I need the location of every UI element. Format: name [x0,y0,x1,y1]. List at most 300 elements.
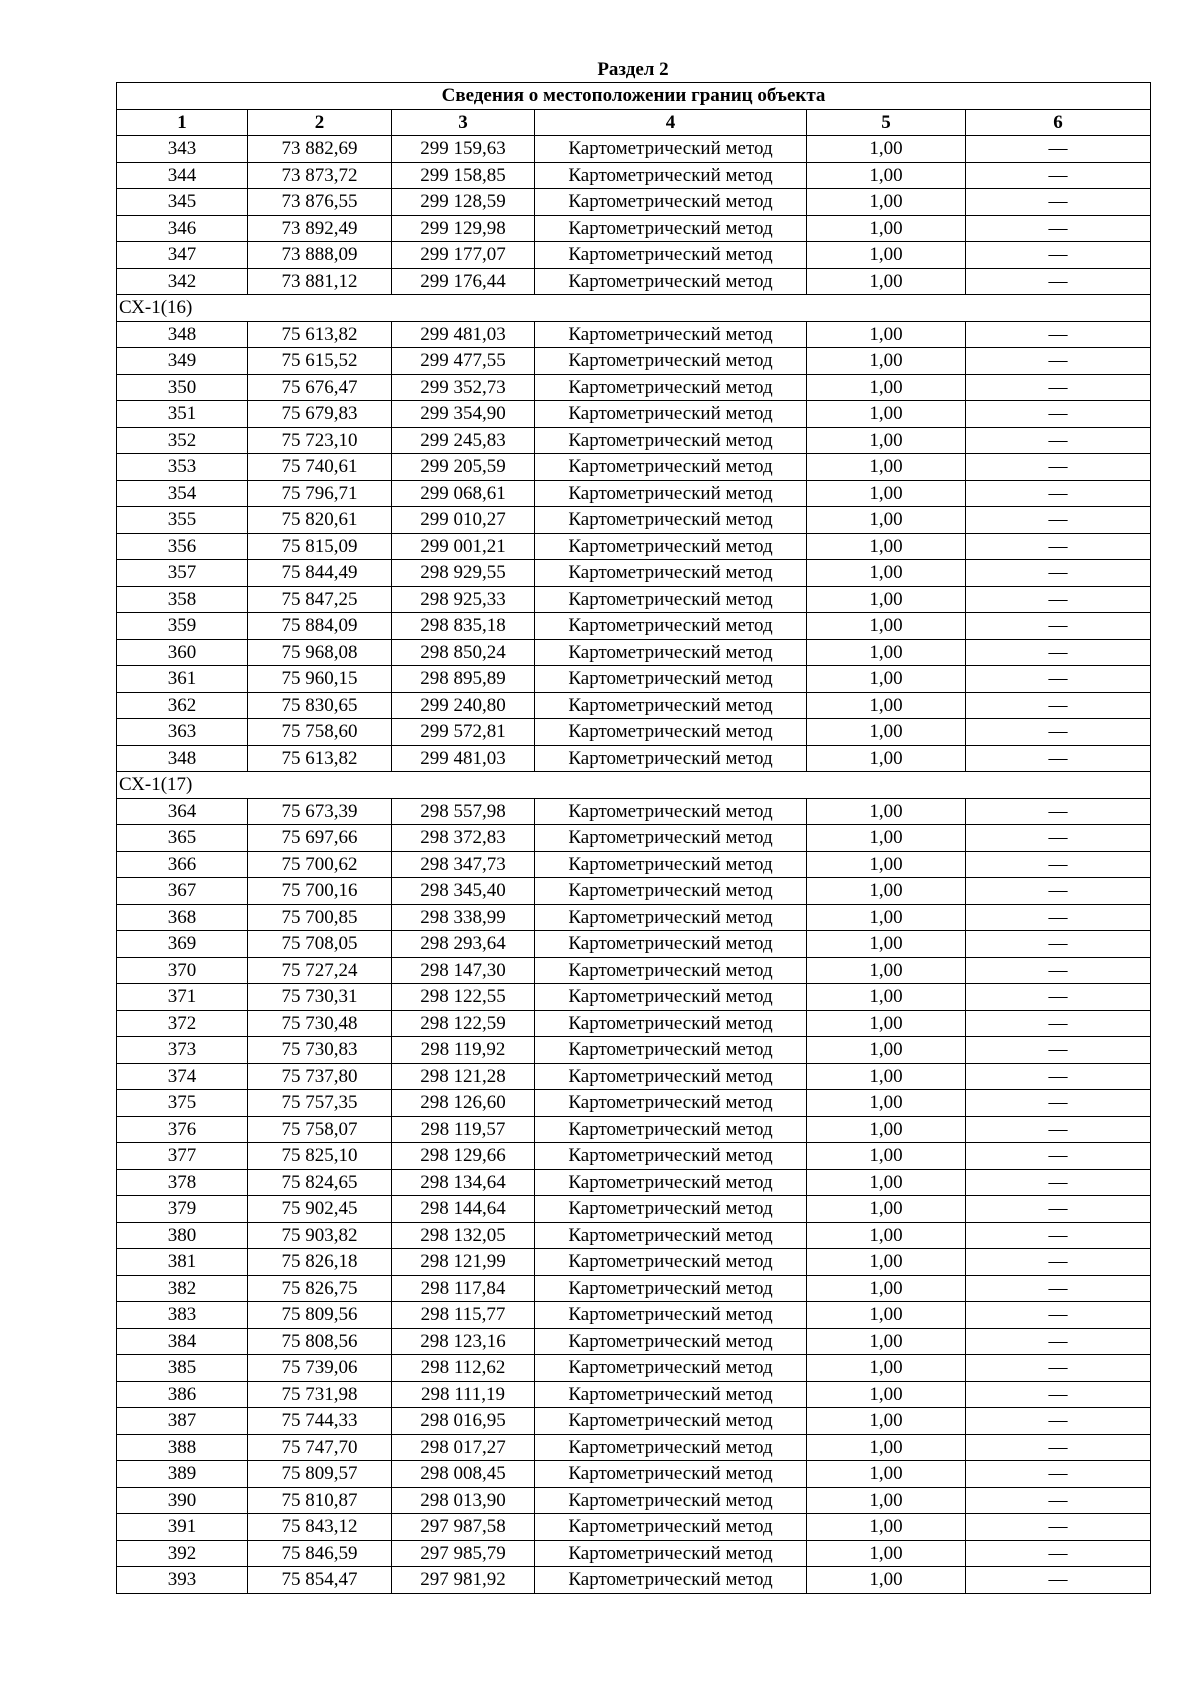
accuracy-cell: 1,00 [807,613,966,640]
point-number-cell: 386 [117,1381,248,1408]
table-row [117,1090,1151,1117]
method-cell: Картометрический метод [535,1328,807,1355]
x-coordinate-cell: 75 825,10 [248,1143,392,1170]
y-coordinate-cell: 298 929,55 [392,560,535,587]
accuracy-cell: 1,00 [807,957,966,984]
description-cell: — [966,480,1151,507]
method-cell: Картометрический метод [535,1487,807,1514]
point-number-cell: 367 [117,878,248,905]
point-number-cell: 376 [117,1116,248,1143]
description-cell: — [966,136,1151,163]
table-row [117,374,1151,401]
x-coordinate-cell: 75 808,56 [248,1328,392,1355]
description-cell: — [966,1010,1151,1037]
y-coordinate-cell: 299 159,63 [392,136,535,163]
accuracy-cell: 1,00 [807,1010,966,1037]
x-coordinate-cell: 75 731,98 [248,1381,392,1408]
accuracy-cell: 1,00 [807,1090,966,1117]
x-coordinate-cell: 75 730,31 [248,984,392,1011]
y-coordinate-cell: 298 850,24 [392,639,535,666]
point-number-cell: 383 [117,1302,248,1329]
point-number-cell: 342 [117,268,248,295]
accuracy-cell: 1,00 [807,427,966,454]
point-number-cell: 347 [117,242,248,269]
contour-group-row [117,295,1151,322]
description-cell: — [966,401,1151,428]
y-coordinate-cell: 298 119,92 [392,1037,535,1064]
x-coordinate-cell: 75 830,65 [248,692,392,719]
accuracy-cell: 1,00 [807,1567,966,1594]
description-cell: — [966,533,1151,560]
y-coordinate-cell: 298 115,77 [392,1302,535,1329]
method-cell: Картометрический метод [535,931,807,958]
description-cell: — [966,1249,1151,1276]
accuracy-cell: 1,00 [807,136,966,163]
y-coordinate-cell: 298 111,19 [392,1381,535,1408]
table-row [117,1381,1151,1408]
point-number-cell: 375 [117,1090,248,1117]
description-cell: — [966,719,1151,746]
description-cell: — [966,454,1151,481]
point-number-cell: 346 [117,215,248,242]
method-cell: Картометрический метод [535,745,807,772]
accuracy-cell: 1,00 [807,533,966,560]
description-cell: — [966,189,1151,216]
y-coordinate-cell: 298 147,30 [392,957,535,984]
y-coordinate-cell: 298 017,27 [392,1434,535,1461]
y-coordinate-cell: 298 293,64 [392,931,535,958]
x-coordinate-cell: 75 737,80 [248,1063,392,1090]
table-row [117,189,1151,216]
method-cell: Картометрический метод [535,427,807,454]
point-number-cell: 348 [117,321,248,348]
table-row [117,480,1151,507]
table-row [117,427,1151,454]
table-row [117,957,1151,984]
description-cell: — [966,825,1151,852]
method-cell: Картометрический метод [535,401,807,428]
point-number-cell: 354 [117,480,248,507]
y-coordinate-cell: 297 985,79 [392,1540,535,1567]
y-coordinate-cell: 298 119,57 [392,1116,535,1143]
x-coordinate-cell: 75 727,24 [248,957,392,984]
x-coordinate-cell: 75 809,57 [248,1461,392,1488]
y-coordinate-cell: 298 129,66 [392,1143,535,1170]
table-row [117,136,1151,163]
accuracy-cell: 1,00 [807,1434,966,1461]
description-cell: — [966,692,1151,719]
accuracy-cell: 1,00 [807,1196,966,1223]
point-number-cell: 388 [117,1434,248,1461]
x-coordinate-cell: 75 730,83 [248,1037,392,1064]
method-cell: Картометрический метод [535,639,807,666]
x-coordinate-cell: 75 826,75 [248,1275,392,1302]
method-cell: Картометрический метод [535,1063,807,1090]
accuracy-cell: 1,00 [807,666,966,693]
y-coordinate-cell: 299 477,55 [392,348,535,375]
x-coordinate-cell: 75 815,09 [248,533,392,560]
table-caption: Сведения о местоположении границ объекта [117,83,1151,110]
method-cell: Картометрический метод [535,798,807,825]
point-number-cell: 373 [117,1037,248,1064]
y-coordinate-cell: 297 987,58 [392,1514,535,1541]
column-number: 4 [535,109,807,136]
description-cell: — [966,507,1151,534]
table-row [117,798,1151,825]
x-coordinate-cell: 75 757,35 [248,1090,392,1117]
method-cell: Картометрический метод [535,560,807,587]
accuracy-cell: 1,00 [807,1302,966,1329]
table-row [117,639,1151,666]
description-cell: — [966,1143,1151,1170]
x-coordinate-cell: 73 876,55 [248,189,392,216]
x-coordinate-cell: 75 758,07 [248,1116,392,1143]
point-number-cell: 364 [117,798,248,825]
table-row [117,613,1151,640]
description-cell: — [966,851,1151,878]
accuracy-cell: 1,00 [807,189,966,216]
y-coordinate-cell: 298 121,99 [392,1249,535,1276]
table-row [117,825,1151,852]
x-coordinate-cell: 75 700,16 [248,878,392,905]
point-number-cell: 390 [117,1487,248,1514]
point-number-cell: 384 [117,1328,248,1355]
description-cell: — [966,586,1151,613]
accuracy-cell: 1,00 [807,719,966,746]
accuracy-cell: 1,00 [807,1408,966,1435]
y-coordinate-cell: 299 481,03 [392,321,535,348]
method-cell: Картометрический метод [535,1196,807,1223]
x-coordinate-cell: 75 854,47 [248,1567,392,1594]
column-number: 2 [248,109,392,136]
y-coordinate-cell: 298 372,83 [392,825,535,852]
description-cell: — [966,321,1151,348]
x-coordinate-cell: 73 881,12 [248,268,392,295]
point-number-cell: 378 [117,1169,248,1196]
table-row [117,878,1151,905]
y-coordinate-cell: 299 354,90 [392,401,535,428]
y-coordinate-cell: 299 572,81 [392,719,535,746]
point-number-cell: 350 [117,374,248,401]
y-coordinate-cell: 299 240,80 [392,692,535,719]
x-coordinate-cell: 75 846,59 [248,1540,392,1567]
point-number-cell: 379 [117,1196,248,1223]
description-cell: — [966,931,1151,958]
description-cell: — [966,1037,1151,1064]
method-cell: Картометрический метод [535,1275,807,1302]
table-row [117,1514,1151,1541]
description-cell: — [966,1514,1151,1541]
table-row [117,1249,1151,1276]
accuracy-cell: 1,00 [807,1328,966,1355]
accuracy-cell: 1,00 [807,745,966,772]
method-cell: Картометрический метод [535,719,807,746]
method-cell: Картометрический метод [535,1116,807,1143]
y-coordinate-cell: 298 338,99 [392,904,535,931]
description-cell: — [966,268,1151,295]
point-number-cell: 360 [117,639,248,666]
accuracy-cell: 1,00 [807,268,966,295]
accuracy-cell: 1,00 [807,851,966,878]
description-cell: — [966,1328,1151,1355]
accuracy-cell: 1,00 [807,692,966,719]
point-number-cell: 365 [117,825,248,852]
method-cell: Картометрический метод [535,1381,807,1408]
method-cell: Картометрический метод [535,215,807,242]
x-coordinate-cell: 75 730,48 [248,1010,392,1037]
table-body [117,83,1151,1594]
description-cell: — [966,1275,1151,1302]
x-coordinate-cell: 75 758,60 [248,719,392,746]
description-cell: — [966,1063,1151,1090]
point-number-cell: 371 [117,984,248,1011]
description-cell: — [966,1169,1151,1196]
point-number-cell: 387 [117,1408,248,1435]
method-cell: Картометрический метод [535,1222,807,1249]
accuracy-cell: 1,00 [807,904,966,931]
table-row [117,851,1151,878]
method-cell: Картометрический метод [535,1249,807,1276]
method-cell: Картометрический метод [535,1514,807,1541]
method-cell: Картометрический метод [535,1037,807,1064]
y-coordinate-cell: 299 245,83 [392,427,535,454]
accuracy-cell: 1,00 [807,984,966,1011]
contour-group-label: СХ-1(17) [117,772,1151,799]
accuracy-cell: 1,00 [807,321,966,348]
y-coordinate-cell: 298 117,84 [392,1275,535,1302]
table-row [117,1010,1151,1037]
table-row [117,1275,1151,1302]
description-cell: — [966,1567,1151,1594]
method-cell: Картометрический метод [535,189,807,216]
column-number: 3 [392,109,535,136]
point-number-cell: 366 [117,851,248,878]
table-row [117,1169,1151,1196]
point-number-cell: 349 [117,348,248,375]
point-number-cell: 389 [117,1461,248,1488]
y-coordinate-cell: 298 122,55 [392,984,535,1011]
description-cell: — [966,1461,1151,1488]
table-row [117,401,1151,428]
y-coordinate-cell: 299 481,03 [392,745,535,772]
point-number-cell: 348 [117,745,248,772]
accuracy-cell: 1,00 [807,1222,966,1249]
method-cell: Картометрический метод [535,480,807,507]
description-cell: — [966,1355,1151,1382]
accuracy-cell: 1,00 [807,215,966,242]
accuracy-cell: 1,00 [807,639,966,666]
y-coordinate-cell: 298 112,62 [392,1355,535,1382]
accuracy-cell: 1,00 [807,798,966,825]
table-row [117,692,1151,719]
accuracy-cell: 1,00 [807,1381,966,1408]
table-row [117,1540,1151,1567]
y-coordinate-cell: 299 001,21 [392,533,535,560]
x-coordinate-cell: 75 613,82 [248,745,392,772]
x-coordinate-cell: 75 615,52 [248,348,392,375]
y-coordinate-cell: 298 122,59 [392,1010,535,1037]
point-number-cell: 352 [117,427,248,454]
method-cell: Картометрический метод [535,136,807,163]
method-cell: Картометрический метод [535,666,807,693]
description-cell: — [966,374,1151,401]
x-coordinate-cell: 75 723,10 [248,427,392,454]
point-number-cell: 372 [117,1010,248,1037]
y-coordinate-cell: 298 016,95 [392,1408,535,1435]
table-row [117,268,1151,295]
accuracy-cell: 1,00 [807,348,966,375]
table-row [117,321,1151,348]
table-row [117,1328,1151,1355]
y-coordinate-cell: 297 981,92 [392,1567,535,1594]
method-cell: Картометрический метод [535,613,807,640]
accuracy-cell: 1,00 [807,454,966,481]
x-coordinate-cell: 73 888,09 [248,242,392,269]
point-number-cell: 368 [117,904,248,931]
accuracy-cell: 1,00 [807,1037,966,1064]
method-cell: Картометрический метод [535,321,807,348]
point-number-cell: 344 [117,162,248,189]
x-coordinate-cell: 75 824,65 [248,1169,392,1196]
accuracy-cell: 1,00 [807,1249,966,1276]
accuracy-cell: 1,00 [807,1487,966,1514]
y-coordinate-cell: 298 013,90 [392,1487,535,1514]
y-coordinate-cell: 298 123,16 [392,1328,535,1355]
point-number-cell: 362 [117,692,248,719]
y-coordinate-cell: 299 205,59 [392,454,535,481]
description-cell: — [966,639,1151,666]
description-cell: — [966,215,1151,242]
y-coordinate-cell: 299 352,73 [392,374,535,401]
point-number-cell: 370 [117,957,248,984]
column-number-row [117,109,1151,136]
point-number-cell: 361 [117,666,248,693]
method-cell: Картометрический метод [535,1540,807,1567]
x-coordinate-cell: 75 673,39 [248,798,392,825]
x-coordinate-cell: 75 820,61 [248,507,392,534]
point-number-cell: 385 [117,1355,248,1382]
description-cell: — [966,1196,1151,1223]
accuracy-cell: 1,00 [807,1063,966,1090]
accuracy-cell: 1,00 [807,931,966,958]
y-coordinate-cell: 298 121,28 [392,1063,535,1090]
table-row [117,162,1151,189]
y-coordinate-cell: 299 129,98 [392,215,535,242]
point-number-cell: 343 [117,136,248,163]
y-coordinate-cell: 299 176,44 [392,268,535,295]
point-number-cell: 369 [117,931,248,958]
point-number-cell: 356 [117,533,248,560]
x-coordinate-cell: 75 744,33 [248,1408,392,1435]
method-cell: Картометрический метод [535,1355,807,1382]
x-coordinate-cell: 75 809,56 [248,1302,392,1329]
section-title: Раздел 2 [597,59,669,80]
description-cell: — [966,1302,1151,1329]
table-row [117,586,1151,613]
x-coordinate-cell: 75 708,05 [248,931,392,958]
description-cell: — [966,1540,1151,1567]
description-cell: — [966,162,1151,189]
accuracy-cell: 1,00 [807,560,966,587]
point-number-cell: 351 [117,401,248,428]
method-cell: Картометрический метод [535,1461,807,1488]
method-cell: Картометрический метод [535,454,807,481]
table-row [117,1143,1151,1170]
accuracy-cell: 1,00 [807,401,966,428]
accuracy-cell: 1,00 [807,1169,966,1196]
accuracy-cell: 1,00 [807,1355,966,1382]
accuracy-cell: 1,00 [807,878,966,905]
table-caption-row [117,83,1151,110]
method-cell: Картометрический метод [535,374,807,401]
accuracy-cell: 1,00 [807,1461,966,1488]
x-coordinate-cell: 75 740,61 [248,454,392,481]
contour-group-row [117,772,1151,799]
x-coordinate-cell: 75 826,18 [248,1249,392,1276]
description-cell: — [966,1090,1151,1117]
table-row [117,1408,1151,1435]
y-coordinate-cell: 298 008,45 [392,1461,535,1488]
method-cell: Картометрический метод [535,348,807,375]
point-number-cell: 359 [117,613,248,640]
x-coordinate-cell: 73 873,72 [248,162,392,189]
point-number-cell: 353 [117,454,248,481]
x-coordinate-cell: 75 843,12 [248,1514,392,1541]
table-row [117,1302,1151,1329]
accuracy-cell: 1,00 [807,1116,966,1143]
method-cell: Картометрический метод [535,1090,807,1117]
x-coordinate-cell: 75 700,62 [248,851,392,878]
method-cell: Картометрический метод [535,242,807,269]
description-cell: — [966,798,1151,825]
accuracy-cell: 1,00 [807,242,966,269]
table-row [117,1037,1151,1064]
table-row [117,1355,1151,1382]
point-number-cell: 393 [117,1567,248,1594]
point-number-cell: 381 [117,1249,248,1276]
point-number-cell: 382 [117,1275,248,1302]
table-row [117,454,1151,481]
table-row [117,1567,1151,1594]
table-row [117,533,1151,560]
method-cell: Картометрический метод [535,984,807,1011]
table-row [117,242,1151,269]
table-row [117,1116,1151,1143]
method-cell: Картометрический метод [535,1302,807,1329]
description-cell: — [966,745,1151,772]
y-coordinate-cell: 298 895,89 [392,666,535,693]
column-number: 6 [966,109,1151,136]
method-cell: Картометрический метод [535,1010,807,1037]
table-row [117,1434,1151,1461]
description-cell: — [966,878,1151,905]
y-coordinate-cell: 298 134,64 [392,1169,535,1196]
accuracy-cell: 1,00 [807,1514,966,1541]
contour-group-label: СХ-1(16) [117,295,1151,322]
method-cell: Картометрический метод [535,851,807,878]
point-number-cell: 355 [117,507,248,534]
y-coordinate-cell: 299 010,27 [392,507,535,534]
description-cell: — [966,1222,1151,1249]
table-row [117,507,1151,534]
x-coordinate-cell: 75 884,09 [248,613,392,640]
description-cell: — [966,1381,1151,1408]
table-row [117,1063,1151,1090]
description-cell: — [966,560,1151,587]
x-coordinate-cell: 75 847,25 [248,586,392,613]
table-row [117,666,1151,693]
y-coordinate-cell: 298 144,64 [392,1196,535,1223]
